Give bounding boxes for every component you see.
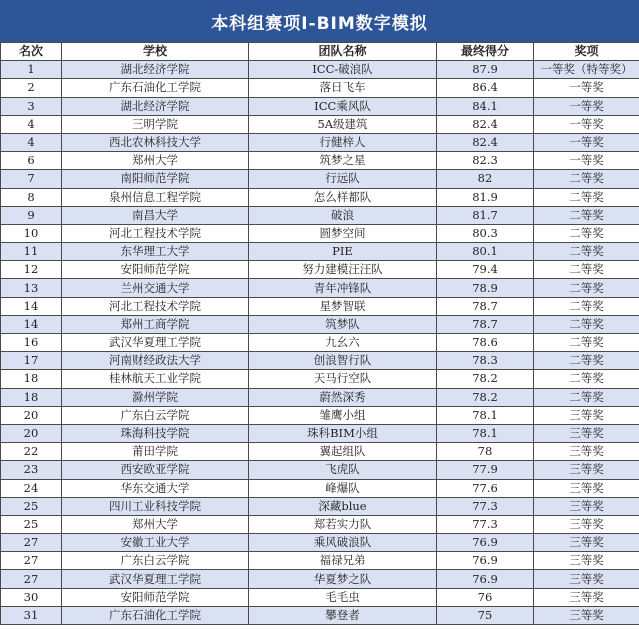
rank-cell: 18	[1, 370, 62, 388]
score-cell: 80.3	[437, 224, 534, 242]
award-cell: 二等奖	[534, 297, 639, 315]
school-cell: 湖北经济学院	[62, 97, 249, 115]
award-cell: 一等奖	[534, 133, 639, 151]
team-cell: 翼起组队	[249, 443, 437, 461]
team-cell: 郑若实力队	[249, 515, 437, 533]
school-cell: 河南财经政法大学	[62, 352, 249, 370]
rank-cell: 1	[1, 61, 62, 79]
award-cell: 二等奖	[534, 261, 639, 279]
award-cell: 二等奖	[534, 315, 639, 333]
team-cell: 创浪智行队	[249, 352, 437, 370]
rank-cell: 20	[1, 424, 62, 442]
school-cell: 安徽工业大学	[62, 534, 249, 552]
team-cell: 圆梦空间	[249, 224, 437, 242]
award-cell: 三等奖	[534, 497, 639, 515]
table-row	[1, 552, 639, 570]
score-cell: 78.7	[437, 315, 534, 333]
table-row	[1, 297, 639, 315]
rank-cell: 20	[1, 406, 62, 424]
team-cell: 乘风破浪队	[249, 534, 437, 552]
team-cell: 毛毛虫	[249, 588, 437, 606]
table-row	[1, 97, 639, 115]
score-cell: 78.2	[437, 388, 534, 406]
award-cell: 一等奖	[534, 79, 639, 97]
rank-cell: 10	[1, 224, 62, 242]
table-row	[1, 497, 639, 515]
score-cell: 79.4	[437, 261, 534, 279]
team-cell: ICC乘风队	[249, 97, 437, 115]
table-row	[1, 606, 639, 624]
rank-cell: 17	[1, 352, 62, 370]
school-cell: 广东石油化工学院	[62, 606, 249, 624]
team-cell: 行健梓人	[249, 133, 437, 151]
school-cell: 南昌大学	[62, 206, 249, 224]
award-cell: 二等奖	[534, 224, 639, 242]
table-row	[1, 133, 639, 151]
score-cell: 78.9	[437, 279, 534, 297]
team-cell: 怎么样都队	[249, 188, 437, 206]
rank-cell: 6	[1, 152, 62, 170]
award-cell: 二等奖	[534, 352, 639, 370]
score-cell: 78.2	[437, 370, 534, 388]
school-cell: 广东白云学院	[62, 552, 249, 570]
table-row	[1, 406, 639, 424]
team-cell: 星梦智联	[249, 297, 437, 315]
table-row	[1, 443, 639, 461]
rank-cell: 16	[1, 334, 62, 352]
table-row	[1, 352, 639, 370]
school-cell: 华东交通大学	[62, 479, 249, 497]
table-row	[1, 534, 639, 552]
table-row	[1, 115, 639, 133]
award-cell: 一等奖（特等奖）	[534, 61, 639, 79]
team-cell: 落日飞车	[249, 79, 437, 97]
award-cell: 二等奖	[534, 334, 639, 352]
team-cell: 华夏梦之队	[249, 570, 437, 588]
score-cell: 82.4	[437, 133, 534, 151]
score-cell: 77.3	[437, 515, 534, 533]
award-cell: 三等奖	[534, 479, 639, 497]
rank-cell: 7	[1, 170, 62, 188]
team-cell: 行远队	[249, 170, 437, 188]
score-cell: 76.9	[437, 534, 534, 552]
team-cell: 蔚然深秀	[249, 388, 437, 406]
score-cell: 82	[437, 170, 534, 188]
award-cell: 二等奖	[534, 279, 639, 297]
column-header-team: 团队名称	[249, 43, 437, 61]
score-cell: 78.1	[437, 406, 534, 424]
rank-cell: 27	[1, 552, 62, 570]
score-cell: 81.9	[437, 188, 534, 206]
award-cell: 三等奖	[534, 570, 639, 588]
award-cell: 三等奖	[534, 424, 639, 442]
score-cell: 75	[437, 606, 534, 624]
school-cell: 安阳师范学院	[62, 261, 249, 279]
award-cell: 三等奖	[534, 606, 639, 624]
award-cell: 三等奖	[534, 588, 639, 606]
rank-cell: 24	[1, 479, 62, 497]
team-cell: 筑梦队	[249, 315, 437, 333]
rank-cell: 2	[1, 79, 62, 97]
award-cell: 一等奖	[534, 152, 639, 170]
score-cell: 78.6	[437, 334, 534, 352]
award-cell: 二等奖	[534, 170, 639, 188]
table-row	[1, 79, 639, 97]
award-cell: 三等奖	[534, 552, 639, 570]
table-row	[1, 370, 639, 388]
column-header-school: 学校	[62, 43, 249, 61]
award-cell: 一等奖	[534, 97, 639, 115]
rank-cell: 3	[1, 97, 62, 115]
header-row	[1, 43, 639, 61]
rank-cell: 18	[1, 388, 62, 406]
school-cell: 三明学院	[62, 115, 249, 133]
rank-cell: 4	[1, 133, 62, 151]
table-title: 本科组赛项Ⅰ-BIM数字模拟	[0, 0, 639, 42]
team-cell: 飞虎队	[249, 461, 437, 479]
school-cell: 广东白云学院	[62, 406, 249, 424]
table-row	[1, 315, 639, 333]
school-cell: 安阳师范学院	[62, 588, 249, 606]
rank-cell: 12	[1, 261, 62, 279]
score-cell: 84.1	[437, 97, 534, 115]
school-cell: 郑州大学	[62, 152, 249, 170]
team-cell: 天马行空队	[249, 370, 437, 388]
award-cell: 二等奖	[534, 206, 639, 224]
rank-cell: 23	[1, 461, 62, 479]
table-row	[1, 479, 639, 497]
rank-cell: 25	[1, 515, 62, 533]
table-row	[1, 188, 639, 206]
rank-cell: 22	[1, 443, 62, 461]
school-cell: 武汉华夏理工学院	[62, 334, 249, 352]
award-cell: 二等奖	[534, 188, 639, 206]
team-cell: 攀登者	[249, 606, 437, 624]
award-cell: 二等奖	[534, 243, 639, 261]
table-row	[1, 224, 639, 242]
school-cell: 西北农林科技大学	[62, 133, 249, 151]
table-row	[1, 243, 639, 261]
school-cell: 郑州工商学院	[62, 315, 249, 333]
results-table	[0, 42, 639, 625]
school-cell: 南阳师范学院	[62, 170, 249, 188]
award-cell: 三等奖	[534, 534, 639, 552]
team-cell: 福禄兄弟	[249, 552, 437, 570]
rank-cell: 13	[1, 279, 62, 297]
score-cell: 78.3	[437, 352, 534, 370]
score-cell: 76.9	[437, 552, 534, 570]
team-cell: ICC-破浪队	[249, 61, 437, 79]
score-cell: 82.3	[437, 152, 534, 170]
score-cell: 77.6	[437, 479, 534, 497]
column-header-award: 奖项	[534, 43, 639, 61]
rank-cell: 31	[1, 606, 62, 624]
team-cell: 5A级建筑	[249, 115, 437, 133]
score-cell: 86.4	[437, 79, 534, 97]
award-cell: 二等奖	[534, 388, 639, 406]
team-cell: 九幺六	[249, 334, 437, 352]
table-row	[1, 279, 639, 297]
school-cell: 兰州交通大学	[62, 279, 249, 297]
school-cell: 东华理工大学	[62, 243, 249, 261]
team-cell: 筑梦之星	[249, 152, 437, 170]
rank-cell: 4	[1, 115, 62, 133]
score-cell: 82.4	[437, 115, 534, 133]
score-cell: 80.1	[437, 243, 534, 261]
rank-cell: 9	[1, 206, 62, 224]
table-row	[1, 170, 639, 188]
school-cell: 广东石油化工学院	[62, 79, 249, 97]
rank-cell: 8	[1, 188, 62, 206]
school-cell: 桂林航天工业学院	[62, 370, 249, 388]
school-cell: 郑州大学	[62, 515, 249, 533]
rank-cell: 27	[1, 570, 62, 588]
school-cell: 河北工程技术学院	[62, 224, 249, 242]
rank-cell: 14	[1, 297, 62, 315]
school-cell: 河北工程技术学院	[62, 297, 249, 315]
table-row	[1, 515, 639, 533]
table-row	[1, 588, 639, 606]
score-cell: 77.3	[437, 497, 534, 515]
award-cell: 一等奖	[534, 115, 639, 133]
award-cell: 三等奖	[534, 515, 639, 533]
table-row	[1, 424, 639, 442]
team-cell: 深藏blue	[249, 497, 437, 515]
table-row	[1, 206, 639, 224]
table-row	[1, 461, 639, 479]
team-cell: 破浪	[249, 206, 437, 224]
rank-cell: 11	[1, 243, 62, 261]
score-cell: 77.9	[437, 461, 534, 479]
school-cell: 西安欧亚学院	[62, 461, 249, 479]
table-row	[1, 261, 639, 279]
award-cell: 二等奖	[534, 370, 639, 388]
table-row	[1, 570, 639, 588]
rank-cell: 14	[1, 315, 62, 333]
school-cell: 四川工业科技学院	[62, 497, 249, 515]
score-cell: 78.7	[437, 297, 534, 315]
school-cell: 滁州学院	[62, 388, 249, 406]
team-cell: 努力建模汪汪队	[249, 261, 437, 279]
table-row	[1, 152, 639, 170]
table-row	[1, 388, 639, 406]
team-cell: 青年冲锋队	[249, 279, 437, 297]
table-body	[1, 61, 639, 625]
award-cell: 三等奖	[534, 443, 639, 461]
school-cell: 湖北经济学院	[62, 61, 249, 79]
rank-cell: 27	[1, 534, 62, 552]
score-cell: 76.9	[437, 570, 534, 588]
column-header-score: 最终得分	[437, 43, 534, 61]
score-cell: 81.7	[437, 206, 534, 224]
award-cell: 三等奖	[534, 406, 639, 424]
school-cell: 泉州信息工程学院	[62, 188, 249, 206]
school-cell: 珠海科技学院	[62, 424, 249, 442]
school-cell: 武汉华夏理工学院	[62, 570, 249, 588]
rank-cell: 25	[1, 497, 62, 515]
table-row	[1, 61, 639, 79]
score-cell: 78.1	[437, 424, 534, 442]
score-cell: 76	[437, 588, 534, 606]
team-cell: 峰爆队	[249, 479, 437, 497]
column-header-rank: 名次	[1, 43, 62, 61]
score-cell: 78	[437, 443, 534, 461]
rank-cell: 30	[1, 588, 62, 606]
team-cell: 雏鹰小组	[249, 406, 437, 424]
team-cell: PIE	[249, 243, 437, 261]
school-cell: 莆田学院	[62, 443, 249, 461]
table-row	[1, 334, 639, 352]
score-cell: 87.9	[437, 61, 534, 79]
award-cell: 三等奖	[534, 461, 639, 479]
team-cell: 珠科BIM小组	[249, 424, 437, 442]
